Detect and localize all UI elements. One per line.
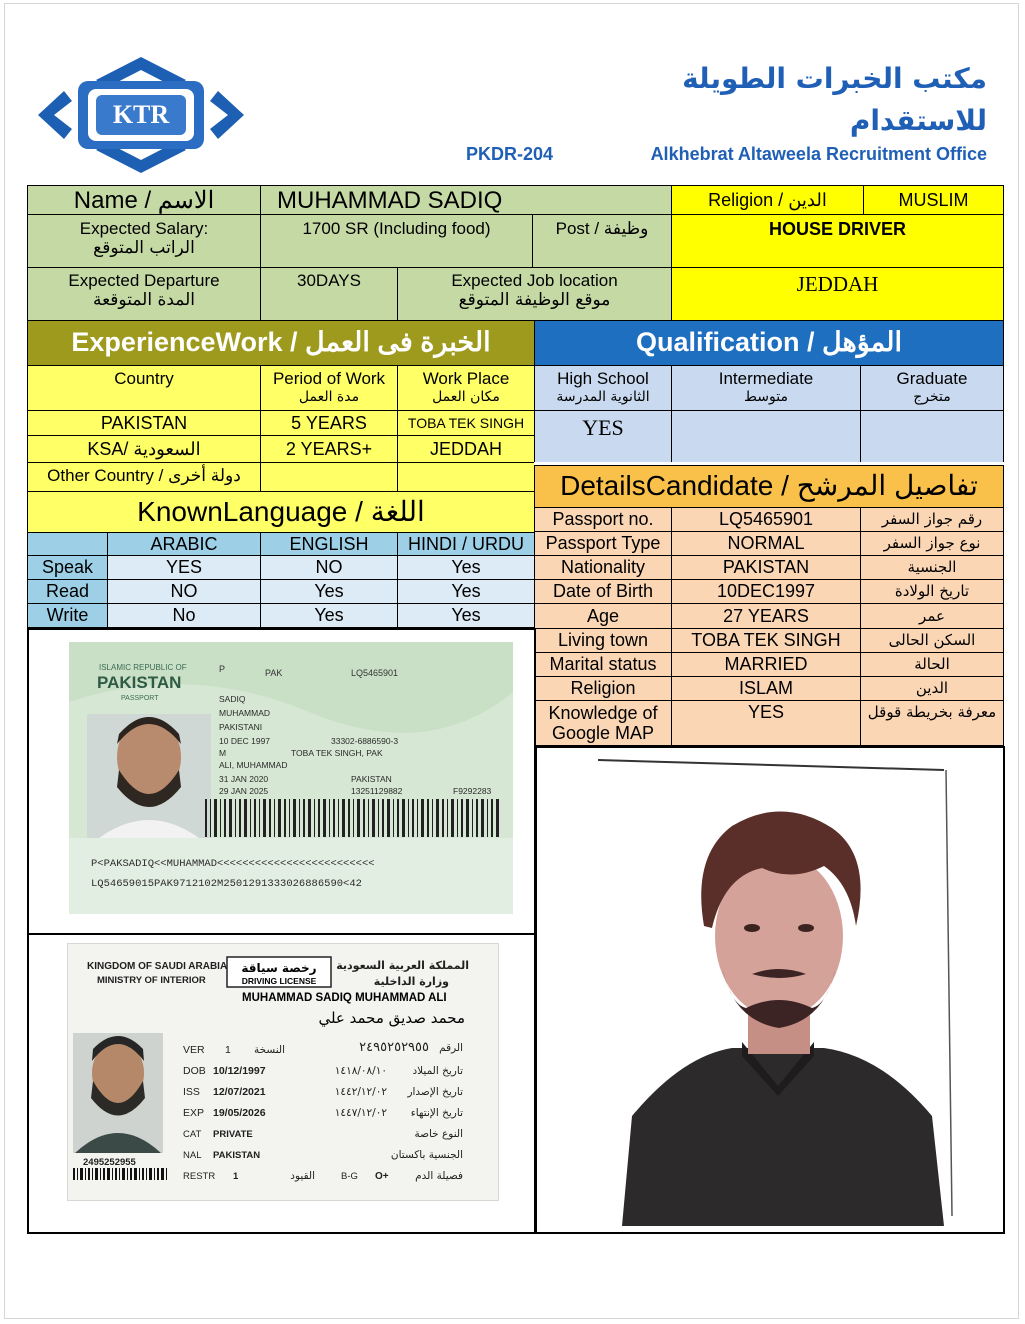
svg-text:1: 1 — [233, 1171, 239, 1182]
details-label-arabic: الحالة — [860, 652, 1004, 677]
details-label: Date of Birth — [534, 579, 672, 604]
details-value: 27 YEARS — [671, 603, 861, 629]
svg-text:PAK: PAK — [265, 668, 283, 678]
details-value: LQ5465901 — [671, 507, 861, 532]
svg-text:فصيلة الدم: فصيلة الدم — [415, 1170, 463, 1182]
details-label: Passport no. — [534, 507, 672, 532]
license-scan-image — [67, 943, 499, 1201]
svg-text:الجنسية باكستان: الجنسية باكستان — [390, 1149, 463, 1161]
details-label: Marital status — [534, 652, 672, 677]
details-value: 10DEC1997 — [671, 579, 861, 604]
language-title: KnownLanguage / اللغة — [27, 491, 535, 533]
details-label-arabic: تاريخ الولادة — [860, 579, 1004, 604]
lang-read-hindi: Yes — [397, 579, 535, 604]
lang-read-english: Yes — [260, 579, 398, 604]
exp-col-period: Period of Work مدة العمل — [260, 365, 398, 411]
svg-text:ISS: ISS — [183, 1086, 200, 1098]
lang-col-english: ENGLISH — [260, 532, 398, 556]
exp-col-country: Country — [27, 365, 261, 411]
candidate-photo — [592, 756, 964, 1226]
exp-row-2-country: KSA/ السعودية — [27, 435, 261, 463]
passport-scan-image — [69, 642, 513, 914]
departure-label: Expected Departure المدة المتوقعة — [27, 267, 261, 321]
details-label-arabic: الجنسية — [860, 555, 1004, 580]
svg-text:2495252955: 2495252955 — [83, 1157, 136, 1168]
departure-value: 30DAYS — [260, 267, 398, 321]
lang-write-arabic: No — [107, 603, 261, 628]
candidate-photo-frame — [535, 746, 1005, 1234]
exp-row-2-period: 2 YEARS+ — [260, 435, 398, 463]
details-label: Passport Type — [534, 531, 672, 556]
qual-graduate-value — [860, 410, 1004, 463]
post-label: Post / وظيفة — [532, 214, 672, 268]
details-label-arabic: السكن الحالى — [860, 628, 1004, 653]
details-value: TOBA TEK SINGH — [671, 628, 861, 653]
exp-row-2-place: JEDDAH — [397, 435, 535, 463]
ktr-logo — [36, 55, 246, 175]
svg-text:تاريخ الميلاد: تاريخ الميلاد — [412, 1065, 463, 1077]
svg-text:تاريخ الإصدار: تاريخ الإصدار — [407, 1086, 463, 1098]
details-label: Living town — [534, 628, 672, 653]
document-code: PKDR-204 — [466, 144, 554, 164]
svg-text:LQ54659015PAK9712102M250129133: LQ54659015PAK9712102M2501291333026886590<42 — [91, 878, 362, 890]
qual-high-school-value: YES — [534, 410, 672, 463]
lang-col-arabic: ARABIC — [107, 532, 261, 556]
exp-col-place: Work Place مكان العمل — [397, 365, 535, 411]
qual-col-intermediate: Intermediate متوسط — [671, 365, 861, 411]
svg-text:٢٤٩٥٢٥٢٩٥٥: ٢٤٩٥٢٥٢٩٥٥ — [359, 1040, 429, 1055]
svg-text:النوع خاصة: النوع خاصة — [414, 1128, 463, 1140]
svg-text:P<PAKSADIQ<<MUHAMMAD<<<<<<<<<<: P<PAKSADIQ<<MUHAMMAD<<<<<<<<<<<<<<<<<<<<<<<<< — [91, 858, 375, 870]
details-value: NORMAL — [671, 531, 861, 556]
religion-label: Religion / الدين — [671, 185, 864, 215]
salary-label: Expected Salary: الراتب المتوقع — [27, 214, 261, 268]
post-value: HOUSE DRIVER — [671, 214, 1004, 268]
svg-text:SADIQ: SADIQ — [219, 694, 246, 704]
details-value: YES — [671, 700, 861, 746]
details-value: MARRIED — [671, 652, 861, 677]
details-label: Religion — [534, 676, 672, 701]
lang-read-arabic: NO — [107, 579, 261, 604]
exp-row-3-country: Other Country / دولة أخرى — [27, 462, 261, 492]
svg-text:وزارة الداخلية: وزارة الداخلية — [373, 975, 449, 988]
svg-text:رخصة سياقة: رخصة سياقة — [241, 961, 317, 975]
exp-row-1-country: PAKISTAN — [27, 410, 261, 436]
lang-corner — [27, 532, 108, 556]
exp-row-3-period — [260, 462, 398, 492]
svg-text:محمد صديق محمد علي: محمد صديق محمد علي — [318, 1009, 465, 1027]
religion-value: MUSLIM — [863, 185, 1004, 215]
svg-text:١٤١٨/٠٨/١٠: ١٤١٨/٠٨/١٠ — [334, 1065, 387, 1077]
svg-text:29 JAN 2025: 29 JAN 2025 — [219, 786, 269, 796]
lang-speak-english: NO — [260, 555, 398, 580]
svg-text:CAT: CAT — [183, 1129, 202, 1140]
svg-text:MINISTRY OF INTERIOR: MINISTRY OF INTERIOR — [97, 975, 206, 986]
svg-text:PAKISTANI: PAKISTANI — [219, 722, 263, 732]
details-label: Knowledge of Google MAP — [534, 700, 672, 746]
svg-text:O+: O+ — [375, 1171, 389, 1182]
lang-col-hindi-urdu: HINDI / URDU — [397, 532, 535, 556]
details-label-arabic: عمر — [860, 603, 1004, 629]
svg-text:تاريخ الإنتهاء: تاريخ الإنتهاء — [410, 1107, 463, 1119]
svg-text:31 JAN 2020: 31 JAN 2020 — [219, 774, 269, 784]
svg-text:KTR: KTR — [112, 100, 170, 129]
experience-title: ExperienceWork / الخبرة فى العمل — [27, 320, 535, 366]
exp-row-1-period: 5 YEARS — [260, 410, 398, 436]
passport-scan-frame — [27, 628, 536, 935]
lang-speak-hindi: Yes — [397, 555, 535, 580]
svg-text:DRIVING LICENSE: DRIVING LICENSE — [241, 976, 317, 986]
details-label-arabic: معرفة بخريطة قوقل — [860, 700, 1004, 746]
office-name-arabic: مكتب الخبرات الطويلة للاستقدام — [682, 62, 987, 137]
svg-text:1: 1 — [225, 1044, 231, 1056]
details-label-arabic: الدين — [860, 676, 1004, 701]
qual-intermediate-value — [671, 410, 861, 463]
lang-write-hindi: Yes — [397, 603, 535, 628]
svg-text:13251129882: 13251129882 — [351, 786, 403, 796]
lang-speak-arabic: YES — [107, 555, 261, 580]
lang-row-read-label: Read — [27, 579, 108, 604]
svg-text:B-G: B-G — [341, 1171, 358, 1182]
license-scan-frame — [27, 933, 536, 1234]
svg-text:10 DEC 1997: 10 DEC 1997 — [219, 736, 271, 746]
svg-text:ISLAMIC REPUBLIC OF: ISLAMIC REPUBLIC OF — [99, 663, 187, 672]
svg-text:19/05/2026: 19/05/2026 — [213, 1107, 266, 1119]
svg-text:KINGDOM OF SAUDI ARABIA: KINGDOM OF SAUDI ARABIA — [87, 961, 228, 972]
details-title: DetailsCandidate / تفاصيل المرشح — [534, 465, 1004, 508]
svg-text:LQ5465901: LQ5465901 — [351, 668, 399, 678]
exp-row-3-place — [397, 462, 535, 492]
svg-text:PAKISTAN: PAKISTAN — [351, 774, 392, 784]
svg-text:MUHAMMAD: MUHAMMAD — [219, 708, 270, 718]
job-location-value: JEDDAH — [671, 267, 1004, 321]
exp-row-1-place: TOBA TEK SINGH — [397, 410, 535, 436]
svg-text:ALI, MUHAMMAD: ALI, MUHAMMAD — [219, 760, 288, 770]
details-value: ISLAM — [671, 676, 861, 701]
name-label: Name / الاسم — [27, 185, 261, 215]
name-value: MUHAMMAD SADIQ — [260, 185, 672, 215]
lang-row-write-label: Write — [27, 603, 108, 628]
job-location-label: Expected Job location موقع الوظيفة المتوقع — [397, 267, 672, 321]
svg-text:10/12/1997: 10/12/1997 — [213, 1065, 266, 1077]
svg-text:VER: VER — [183, 1044, 205, 1056]
details-value: PAKISTAN — [671, 555, 861, 580]
svg-text:النسخة: النسخة — [253, 1044, 285, 1056]
svg-text:MUHAMMAD SADIQ MUHAMMAD ALI: MUHAMMAD SADIQ MUHAMMAD ALI — [242, 992, 447, 1004]
svg-text:DOB: DOB — [183, 1065, 206, 1077]
details-label-arabic: نوع جواز السفر — [860, 531, 1004, 556]
salary-value: 1700 SR (Including food) — [260, 214, 533, 268]
details-label: Nationality — [534, 555, 672, 580]
svg-text:33302-6886590-3: 33302-6886590-3 — [331, 736, 399, 746]
svg-text:NAL: NAL — [183, 1150, 202, 1161]
svg-text:P: P — [219, 664, 226, 674]
qual-col-graduate: Graduate متخرج — [860, 365, 1004, 411]
details-label: Age — [534, 603, 672, 629]
qualification-title: Qualification / المؤهل — [534, 320, 1004, 366]
svg-text:القيود: القيود — [290, 1170, 315, 1182]
svg-text:F9292283: F9292283 — [453, 786, 492, 796]
svg-text:PRIVATE: PRIVATE — [213, 1129, 253, 1140]
details-label-arabic: رقم جواز السفر — [860, 507, 1004, 532]
svg-text:TOBA TEK SINGH, PAK: TOBA TEK SINGH, PAK — [291, 748, 383, 758]
svg-text:12/07/2021: 12/07/2021 — [213, 1086, 266, 1098]
svg-text:الرقم: الرقم — [439, 1042, 463, 1054]
svg-text:١٤٤٧/١٢/٠٢: ١٤٤٧/١٢/٠٢ — [334, 1107, 387, 1119]
svg-text:PAKISTAN: PAKISTAN — [97, 673, 182, 692]
lang-row-speak-label: Speak — [27, 555, 108, 580]
svg-text:PAKISTAN: PAKISTAN — [213, 1150, 261, 1161]
qual-col-high-school: High School الثانوية المدرسة — [534, 365, 672, 411]
svg-text:المملكة العربية السعودية: المملكة العربية السعودية — [336, 959, 469, 972]
svg-text:EXP: EXP — [183, 1107, 205, 1119]
svg-text:RESTR: RESTR — [183, 1171, 216, 1182]
office-name-english: Alkhebrat Altaweela Recruitment Office — [650, 144, 987, 164]
svg-text:M: M — [219, 748, 227, 758]
svg-text:PASSPORT: PASSPORT — [121, 695, 159, 702]
svg-text:١٤٤٢/١٢/٠٢: ١٤٤٢/١٢/٠٢ — [334, 1086, 387, 1098]
lang-write-english: Yes — [260, 603, 398, 628]
